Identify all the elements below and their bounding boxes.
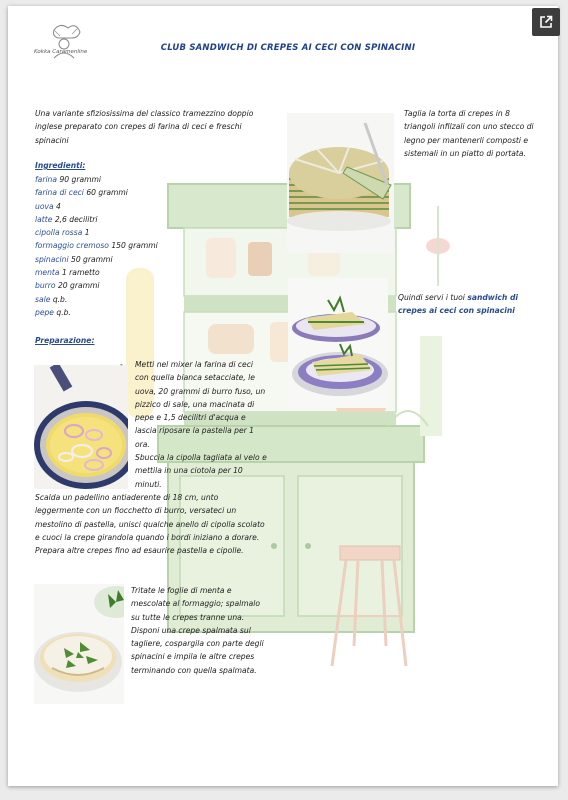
ingredient-name: formaggio cremoso xyxy=(35,241,109,251)
ingredient-name: uova xyxy=(35,201,54,211)
chef-logo-icon xyxy=(32,22,96,72)
ingredient-item xyxy=(35,226,195,239)
intro-paragraph: Una variante sfiziosissima del classico tramezzino doppio inglese preparato con crepes di farina di ceci e freschi spinacini xyxy=(35,109,254,145)
document-page xyxy=(8,6,558,786)
ingredient-name: sale xyxy=(35,294,51,304)
open-in-new-button[interactable] xyxy=(532,8,560,36)
ingredient-quantity: 2,6 decilitri xyxy=(54,214,98,224)
ingredient-item xyxy=(35,213,195,226)
open-in-new-icon xyxy=(539,15,553,29)
ingredient-item xyxy=(35,293,195,306)
ingredient-name: spinacini xyxy=(35,254,69,264)
ingredient-quantity: 150 grammi xyxy=(111,241,158,251)
step4-text: Tritate le foglie di menta e mescolate al formaggio; spalmalo su tutte le crepes tranne una. Disponi una crepe spalmata sul tagliere, cospargila con parte degli spinacini e impila le altre crepes terminando con quella spalmata. xyxy=(131,586,264,675)
step2-text: Sbuccia la cipolla tagliata al velo e mettila in una ciotola per 10 minuti. xyxy=(135,453,267,489)
ingredient-name: pepe xyxy=(35,307,54,317)
step1-bullet: - xyxy=(120,360,123,369)
page-title: CLUB SANDWICH DI CREPES AI CECI CON SPINACINI xyxy=(160,43,416,53)
ingredient-quantity: 60 grammi xyxy=(86,188,128,198)
ingredient-item xyxy=(35,239,195,252)
ingredient-quantity: 90 grammi xyxy=(59,175,102,184)
ingredient-quantity: 50 grammi xyxy=(70,254,113,264)
ingredient-item xyxy=(35,266,195,279)
pan-crepe-photo xyxy=(34,365,128,489)
ingredient-quantity: 1 xyxy=(84,228,90,238)
ingredient-name: farina xyxy=(35,175,58,184)
ingredient-item xyxy=(35,186,195,199)
ingredient-quantity: 1 rametto xyxy=(61,268,100,278)
crepe-spinach-photo xyxy=(34,584,124,704)
closing-bold-text: sandwich di crepes ai ceci con spinacini xyxy=(398,293,519,316)
ingredient-item xyxy=(35,279,195,292)
ingredients-heading: Ingredienti: xyxy=(35,161,86,170)
ingredient-quantity: q.b. xyxy=(52,294,68,304)
ingredient-quantity: q.b. xyxy=(56,307,71,317)
ingredient-quantity: 4 xyxy=(56,201,61,211)
step3-text: Scalda un padellino antiaderente di 18 cm, unto leggermente con un fiocchetto di burro, versateci un mestolino di pastella, unisci qualche anello di cipolla scolato e cuoci la crepe girandola quando i bordi iniziano a dorare. Prepara altre crepes fino ad esaurire pastella e cipolle. xyxy=(35,493,265,556)
ingredient-name: menta xyxy=(35,268,60,278)
ingredient-quantity: 20 grammi xyxy=(57,281,100,291)
step5-text: Taglia la torta di crepes in 8 triangoli infilzali con uno stecco di legno per mantenerli composti e sistemali in un piatto di portata. xyxy=(404,109,534,158)
ingredient-item xyxy=(35,306,195,319)
ingredients-list xyxy=(35,173,195,319)
ingredient-name: burro xyxy=(35,281,56,291)
ingredient-item xyxy=(35,253,195,266)
ingredient-item xyxy=(35,200,195,213)
ingredient-name: cipolla rossa xyxy=(35,228,83,238)
crepe-cake-photo xyxy=(287,113,394,253)
ingredient-name: latte xyxy=(35,214,53,224)
ingredient-item xyxy=(35,173,195,186)
step1-text: Metti nel mixer la farina di ceci con quella bianca setacciate, le uova, 20 grammi di burro fuso, un pizzico di sale, una macinata di pepe e 1,5 decilitri d'acqua e lascia riposare la pastella per 1 ora. xyxy=(135,360,266,449)
plated-sandwich-photo xyxy=(288,278,388,408)
closing-paragraph xyxy=(398,291,534,318)
ingredient-name: farina di ceci xyxy=(35,188,84,198)
logo-text: Kokka Caramenline xyxy=(34,49,88,55)
preparation-heading: Preparazione: xyxy=(35,336,95,345)
closing-prefix: Quindi servi i tuoi xyxy=(398,293,468,302)
